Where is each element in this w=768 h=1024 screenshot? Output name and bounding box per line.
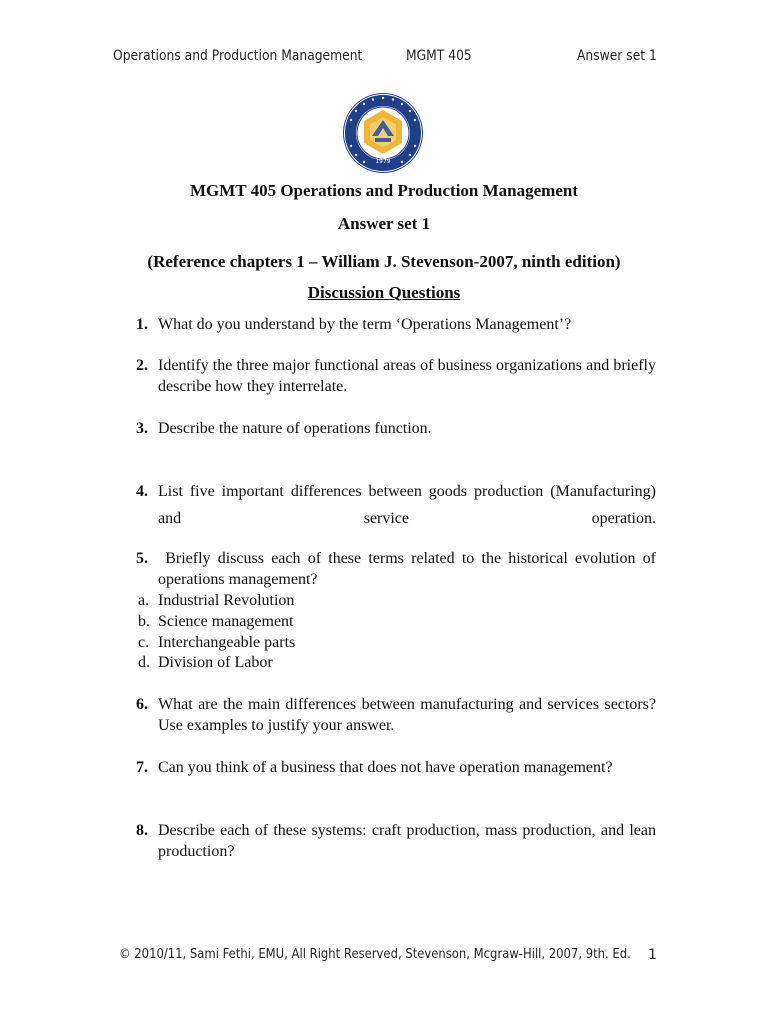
question-text: Can you think of a business that does not have operation management? <box>158 759 613 776</box>
question-number: 4. <box>136 483 148 500</box>
question-text: What do you understand by the term ‘Operations Management’? <box>158 316 572 333</box>
list-item <box>138 652 273 673</box>
question-text: List five important differences between goods production (Manufacturing) and service operation. <box>158 483 656 527</box>
question-1 <box>136 314 656 335</box>
question-number: 1. <box>136 316 148 333</box>
list-item-text: Science management <box>158 613 294 630</box>
reference-note: (Reference chapters 1 – William J. Stevenson-2007, ninth edition) <box>147 252 621 271</box>
list-item <box>138 590 294 611</box>
question-text: Describe the nature of operations function. <box>158 420 432 437</box>
header-course-name: Operations and Production Management <box>113 48 363 64</box>
list-item-text: Division of Labor <box>158 654 273 671</box>
question-text: Describe each of these systems: craft production, mass production, and lean production? <box>158 822 656 860</box>
question-text: Briefly discuss each of these terms related to the historical evolution of operations management? <box>158 550 661 588</box>
question-6 <box>136 694 656 736</box>
list-item-letter: c. <box>138 634 150 651</box>
question-8 <box>136 820 656 862</box>
question-number: 5. <box>136 550 148 567</box>
question-number: 6. <box>136 696 148 713</box>
seal-year: 1979 <box>375 158 391 165</box>
question-2 <box>136 355 656 397</box>
question-text: What are the main differences between manufacturing and services sectors? Use examples to justify your answer. <box>158 696 656 734</box>
list-item-letter: b. <box>138 613 150 630</box>
list-item-text: Industrial Revolution <box>158 592 295 609</box>
question-number: 7. <box>136 759 148 776</box>
question-number: 2. <box>136 357 148 374</box>
question-7 <box>136 757 656 778</box>
question-3 <box>136 418 656 439</box>
section-heading: Discussion Questions <box>307 283 461 302</box>
list-item-letter: d. <box>138 654 150 671</box>
document-subtitle: Answer set 1 <box>337 214 431 233</box>
header-course-code: MGMT 405 <box>406 48 472 64</box>
list-item-text: Interchangeable parts <box>158 634 296 651</box>
header-answer-set: Answer set 1 <box>577 48 657 64</box>
question-number: 3. <box>136 420 148 437</box>
list-item <box>138 632 295 653</box>
question-4 <box>136 478 656 559</box>
page-number: 1 <box>648 947 657 963</box>
question-number: 8. <box>136 822 148 839</box>
list-item <box>138 611 294 632</box>
university-seal-icon <box>342 92 424 174</box>
document-title: MGMT 405 Operations and Production Management <box>189 181 578 200</box>
list-item-letter: a. <box>138 592 150 609</box>
question-text: Identify the three major functional areas of business organizations and briefly describe how they interrelate. <box>158 357 656 395</box>
footer-copyright: © 2010/11, Sami Fethi, EMU, All Right Reserved, Stevenson, Mcgraw-Hill, 2007, 9th. Ed. <box>119 946 631 962</box>
question-5 <box>136 548 661 590</box>
